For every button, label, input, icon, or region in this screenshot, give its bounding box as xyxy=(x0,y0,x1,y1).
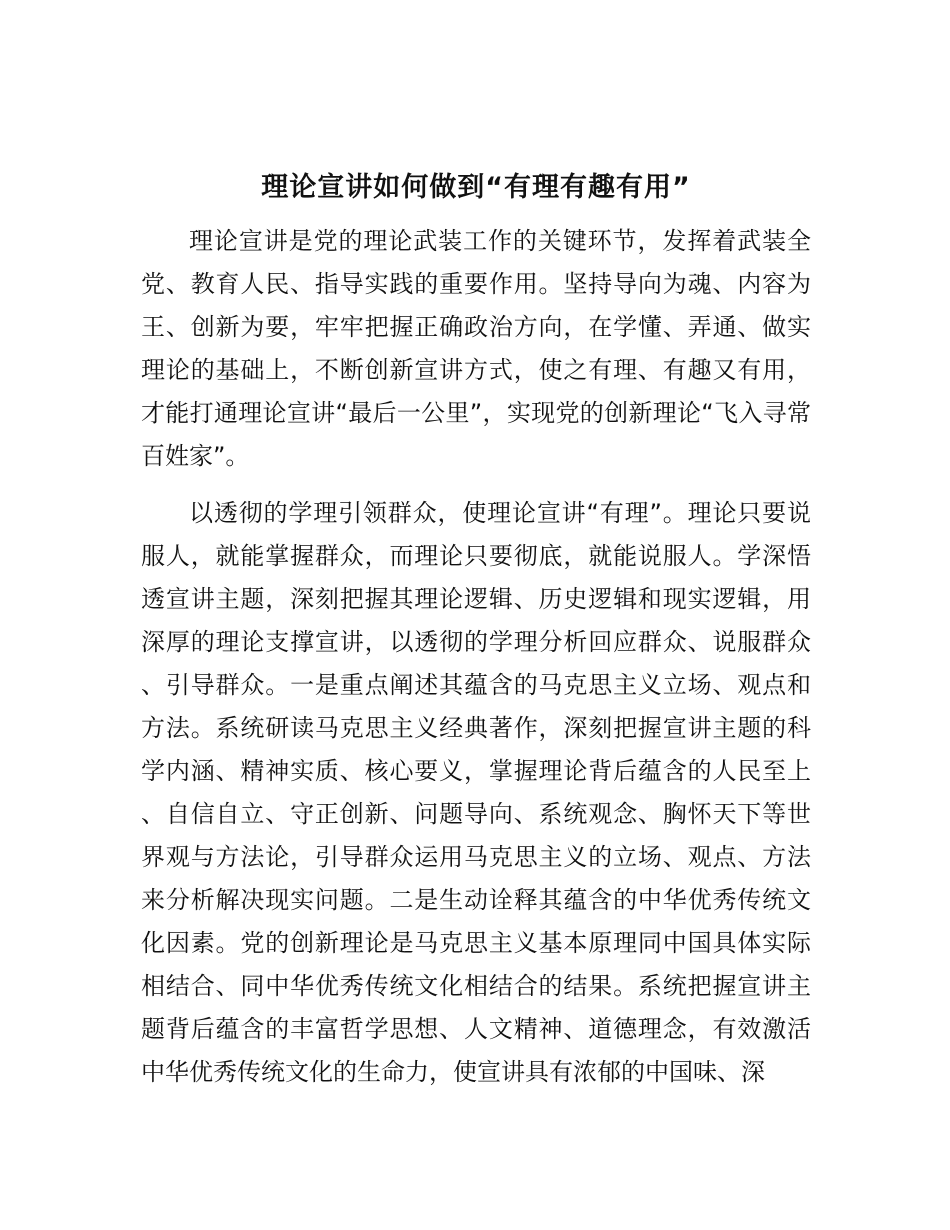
document-title: 理论宣讲如何做到“有理有趣有用” xyxy=(261,172,691,203)
paragraph-intro: 理论宣讲是党的理论武装工作的关键环节，发挥着武装全党、教育人民、指导实践的重要作用。坚持导向为魂、内容为王、创新为要，牢牢把握正确政治方向，在学懂、弄通、做实理论的基础上，不断创新宣讲方式，使之有理、有趣又有用，才能打通理论宣讲“最后一公里”，实现党的创新理论“飞入寻常百姓家”。 xyxy=(141,227,811,470)
document-page xyxy=(141,166,811,1094)
paragraph-theory: 以透彻的学理引领群众，使理论宣讲“有理”。理论只要说服人，就能掌握群众，而理论只要彻底，就能说服人。学深悟透宣讲主题，深刻把握其理论逻辑、历史逻辑和现实逻辑，用深厚的理论支撑宣讲，以透彻的学理分析回应群众、说服群众、引导群众。一是重点阐述其蕴含的马克思主义立场、观点和方法。系统研读马克思主义经典著作，深刻把握宣讲主题的科学内涵、精神实质、核心要义，掌握理论背后蕴含的人民至上、自信自立、守正创新、问题导向、系统观念、胸怀天下等世界观与方法论，引导群众运用马克思主义的立场、观点、方法来分析解决现实问题。二是生动诠释其蕴含的中华优秀传统文化因素。党的创新理论是马克思主义基本原理同中国具体实际相结合、同中华优秀传统文化相结合的结果。系统把握宣讲主题背后蕴含的丰富哲学思想、人文精神、道德理念，有效激活中华优秀传统文化的生命力，使宣讲具有浓郁的中国味、深 xyxy=(141,499,811,1086)
